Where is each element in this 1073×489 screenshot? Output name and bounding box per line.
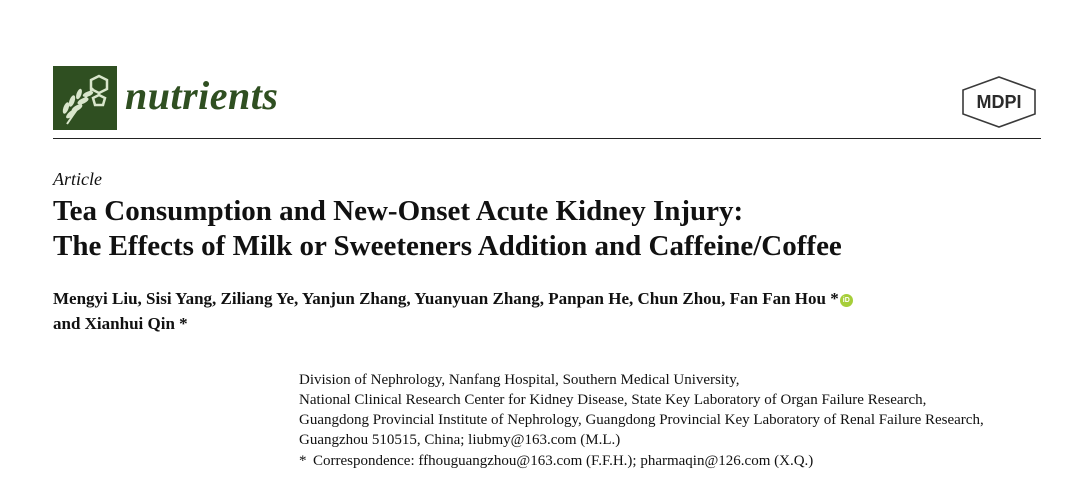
authors-line-1-text: Mengyi Liu, Sisi Yang, Ziliang Ye, Yanjun Zhang, Yuanyuan Zhang, Panpan He, Chun Zhou, Fan Fan Hou * bbox=[53, 289, 839, 308]
affiliation-line-1: Division of Nephrology, Nanfang Hospital, Southern Medical University, bbox=[299, 372, 740, 388]
publisher-name: MDPI bbox=[976, 92, 1022, 112]
authors-line-1 bbox=[53, 286, 1053, 311]
correspondence-marker: * bbox=[299, 453, 307, 469]
header-divider bbox=[53, 138, 1041, 139]
affiliation-line-4: Guangzhou 510515, China; liubmy@163.com (M.L.) bbox=[299, 432, 621, 448]
journal-name: nutrients bbox=[125, 73, 279, 118]
mdpi-logo-icon bbox=[958, 74, 1040, 130]
article-type: Article bbox=[53, 169, 102, 189]
affiliation-line-3: Guangdong Provincial Institute of Nephrology, Guangdong Provincial Key Laboratory of Renal Failure Research, bbox=[299, 412, 984, 428]
author-list bbox=[53, 286, 1053, 336]
article-title bbox=[53, 194, 1053, 264]
affiliation bbox=[299, 370, 1069, 450]
title-line-2: The Effects of Milk or Sweeteners Addition and Caffeine/Coffee bbox=[53, 230, 842, 262]
orcid-icon[interactable]: iD bbox=[840, 294, 853, 307]
journal-logo-icon bbox=[53, 66, 117, 130]
title-line-1: Tea Consumption and New-Onset Acute Kidney Injury: bbox=[53, 195, 744, 227]
correspondence-text: Correspondence: ffhouguangzhou@163.com (F.F.H.); pharmaqin@126.com (X.Q.) bbox=[313, 453, 814, 469]
correspondence bbox=[299, 451, 813, 471]
affiliation-line-2: National Clinical Research Center for Kidney Disease, State Key Laboratory of Organ Failure Research, bbox=[299, 392, 927, 408]
authors-line-2: and Xianhui Qin * bbox=[53, 314, 188, 333]
